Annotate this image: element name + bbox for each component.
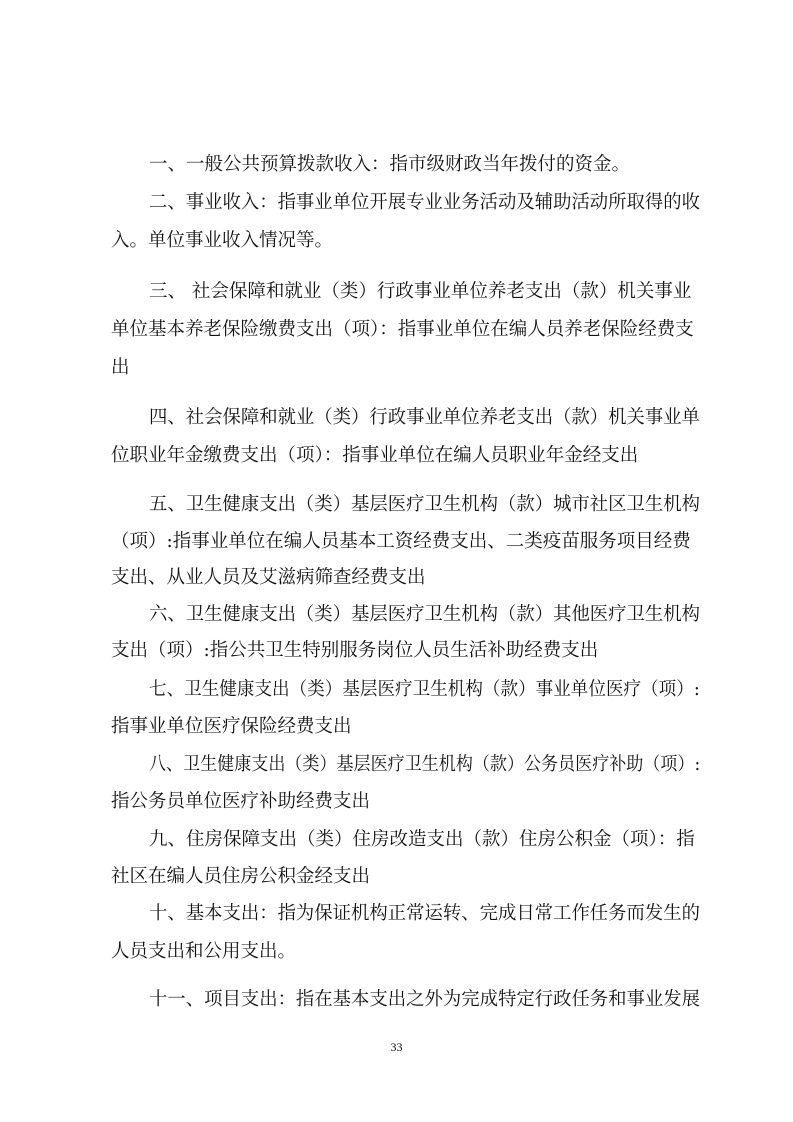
paragraph-7-line-2: 指事业单位医疗保险经费支出	[111, 716, 352, 737]
paragraph-1-line-1: 一、一般公共预算拨款收入：指市级财政当年拨付的资金。	[149, 154, 631, 175]
paragraph-3-line-3: 出	[111, 357, 130, 378]
paragraph-6-line-1: 六、卫生健康支出（类）基层医疗卫生机构（款）其他医疗卫生机构	[149, 604, 701, 625]
paragraph-11-line-1: 十一、项目支出：指在基本支出之外为完成特定行政任务和事业发展	[149, 989, 701, 1010]
paragraph-2-line-1: 二、事业收入：指事业单位开展专业业务活动及辅助活动所取得的收	[149, 192, 701, 213]
paragraph-8-line-2: 指公务员单位医疗补助经费支出	[111, 791, 371, 812]
paragraph-10-line-1: 十、基本支出：指为保证机构正常运转、完成日常工作任务而发生的	[149, 903, 701, 924]
paragraph-5-line-1: 五、卫生健康支出（类）基层医疗卫生机构（款）城市社区卫生机构	[149, 494, 701, 515]
paragraph-5-line-3: 支出、从业人员及艾滋病筛查经费支出	[111, 567, 426, 588]
page-number: 33	[390, 1040, 403, 1054]
paragraph-6-line-2: 支出（项）:指公共卫生特别服务岗位人员生活补助经费支出	[111, 640, 599, 661]
paragraph-3-line-1: 三、 社会保障和就业（类）行政事业单位养老支出（款）机关事业	[149, 281, 692, 302]
paragraph-4-line-2: 位职业年金缴费支出（项）：指事业单位在编人员职业年金经支出	[111, 445, 639, 466]
paragraph-7-line-1: 七、卫生健康支出（类）基层医疗卫生机构（款）事业单位医疗（项）:	[149, 679, 700, 700]
paragraph-10-line-2: 人员支出和公用支出。	[111, 941, 297, 962]
paragraph-2-line-2: 入。单位事业收入情况等。	[111, 230, 334, 251]
paragraph-8-line-1: 八、卫生健康支出（类）基层医疗卫生机构（款）公务员医疗补助（项）:	[149, 754, 701, 775]
paragraph-9-line-2: 社区在编人员住房公积金经支出	[111, 866, 371, 887]
paragraph-3-line-2: 单位基本养老保险缴费支出（项）：指事业单位在编人员养老保险经费支	[111, 319, 694, 340]
paragraph-4-line-1: 四、社会保障和就业（类）行政事业单位养老支出（款）机关事业单	[149, 407, 701, 428]
paragraph-9-line-1: 九、住房保障支出（类）住房改造支出（款）住房公积金（项）：指	[149, 829, 695, 850]
paragraph-5-line-2: （项）:指事业单位在编人员基本工资经费支出、二类疫苗服务项目经费	[111, 531, 691, 552]
